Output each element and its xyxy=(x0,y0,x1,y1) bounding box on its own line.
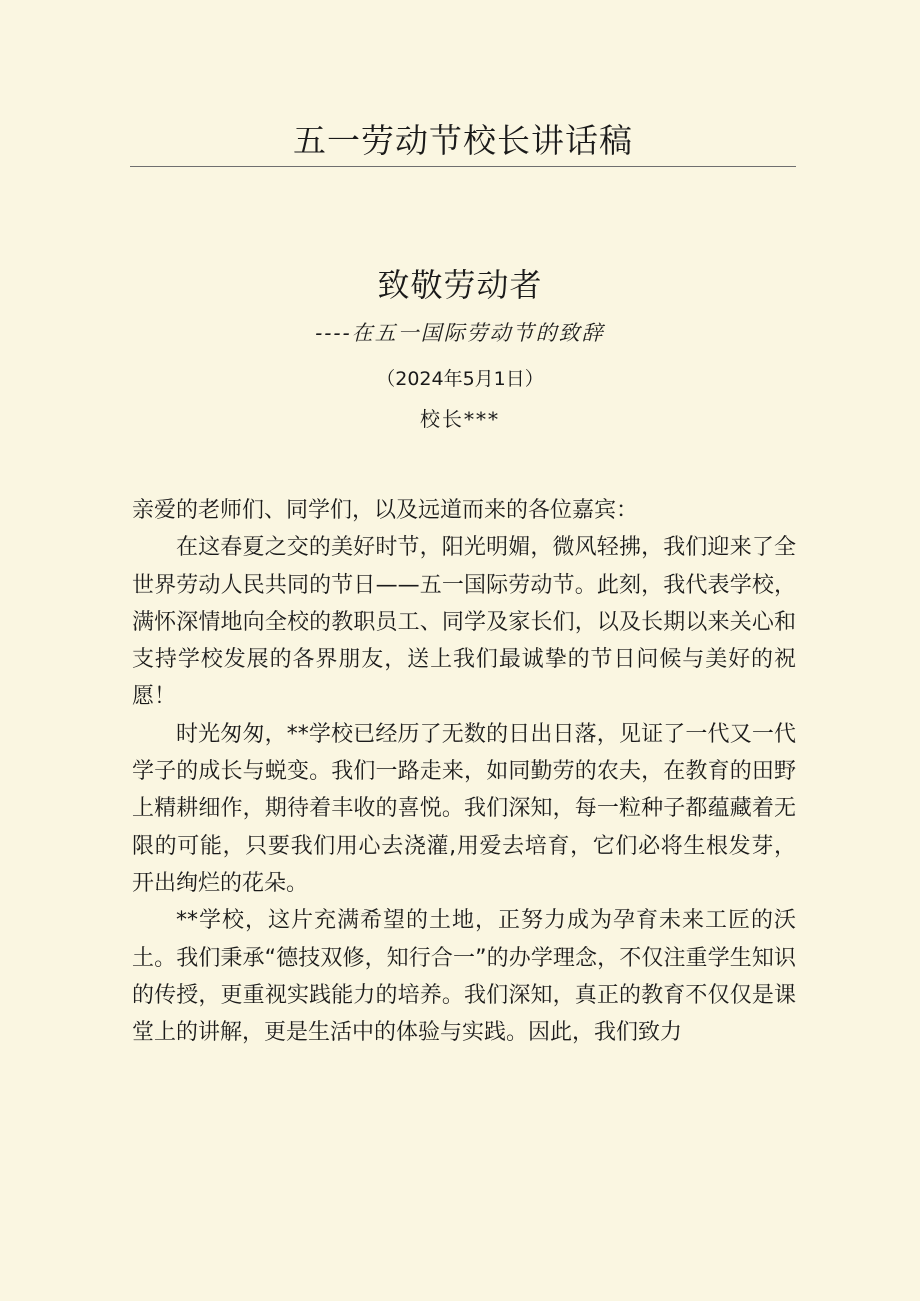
title-divider xyxy=(130,166,796,167)
paragraph: 在这春夏之交的美好时节，阳光明媚，微风轻拂，我们迎来了全世界劳动人民共同的节日——五一国际劳动节。此刻，我代表学校，满怀深情地向全校的教职员工、同学及家长们，以及长期以来关心和支持学校发展的各界朋友，送上我们最诚挚的节日问候与美好的祝愿！ xyxy=(132,535,796,710)
salutation: 亲爱的老师们、同学们，以及远道而来的各位嘉宾： xyxy=(132,498,639,523)
speech-subtitle: ----在五一国际劳动节的致辞 xyxy=(315,321,605,345)
paragraph: **学校，这片充满希望的土地，正努力成为孕育未来工匠的沃土。我们秉承“德技双修，知行合一”的办学理念，不仅注重学生知识的传授，更重视实践能力的培养。我们深知，真正的教育不仅仅是课堂上的讲解，更是生活中的体验与实践。因此，我们致力 xyxy=(132,908,796,1046)
document-title: 五一劳动节校长讲话稿 xyxy=(293,121,633,160)
speech-author: 校长*** xyxy=(420,407,500,431)
paragraph: 时光匆匆，**学校已经历了无数的日出日落，见证了一代又一代学子的成长与蜕变。我们一路走来，如同勤劳的农夫，在教育的田野上精耕细作，期待着丰收的喜悦。我们深知，每一粒种子都蕴藏着无限的可能，只要我们用心去浇灌,用爱去培育，它们必将生根发芽，开出绚烂的花朵。 xyxy=(132,721,796,896)
speech-date: （2024年5月1日） xyxy=(376,368,544,390)
speech-title: 致敬劳动者 xyxy=(377,266,543,304)
speech-body xyxy=(132,492,796,1051)
